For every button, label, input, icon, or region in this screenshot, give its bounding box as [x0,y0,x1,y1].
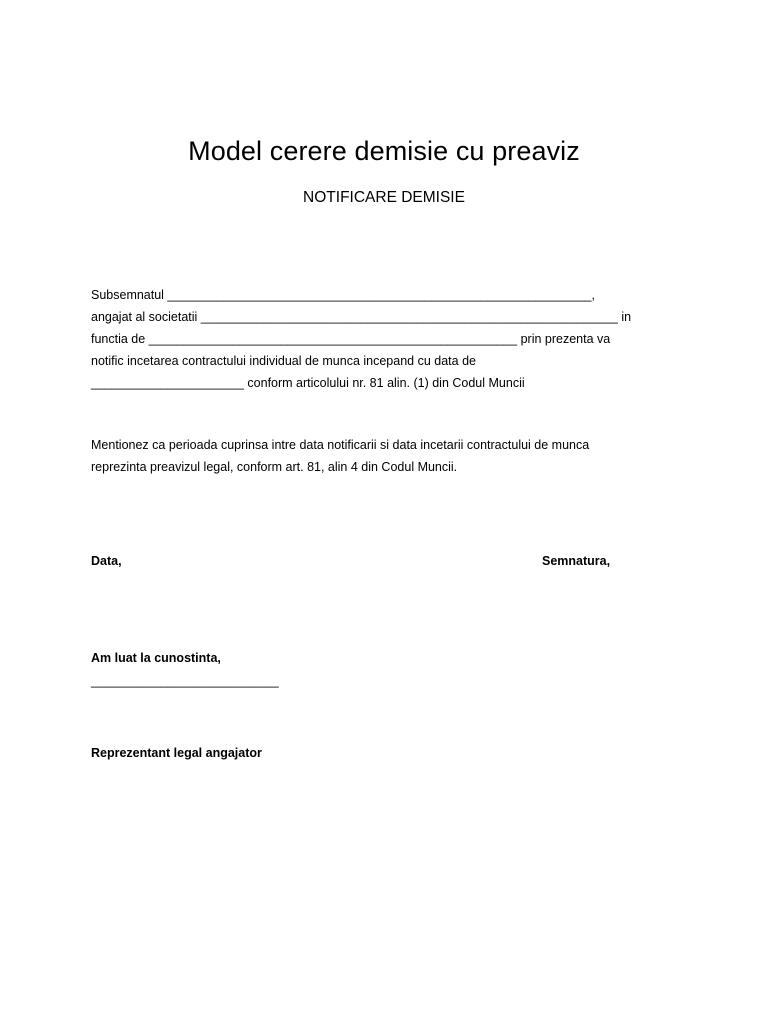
paragraph-line: reprezinta preavizul legal, conform art. 81, alin 4 din Codul Muncii. [91,460,458,474]
paragraph-line: Subsemnatul _____________________________________________________________, [91,288,595,302]
paragraph-line: Mentionez ca perioada cuprinsa intre data notificarii si data incetarii contractului de munca [91,438,590,452]
acknowledged-label: Am luat la cunostinta, [91,651,221,665]
signature-label: Semnatura, [542,554,611,568]
document-title: Model cerere demisie cu preaviz [188,136,580,166]
paragraph-line: ______________________ conform articolului nr. 81 alin. (1) din Codul Muncii [91,376,525,390]
document-subtitle: NOTIFICARE DEMISIE [303,189,465,206]
representative-label: Reprezentant legal angajator [91,746,262,760]
date-label: Data, [91,554,122,568]
paragraph-line: notific incetarea contractului individual de munca incepand cu data de [91,354,476,368]
resignation-paragraph [91,284,691,394]
acknowledged-signature-line: ___________________________ [91,674,279,688]
paragraph-line: functia de _____________________________________________________ prin prezenta va [91,332,611,346]
notice-paragraph [91,434,691,478]
paragraph-line: angajat al societatii ____________________________________________________________ in [91,310,632,324]
